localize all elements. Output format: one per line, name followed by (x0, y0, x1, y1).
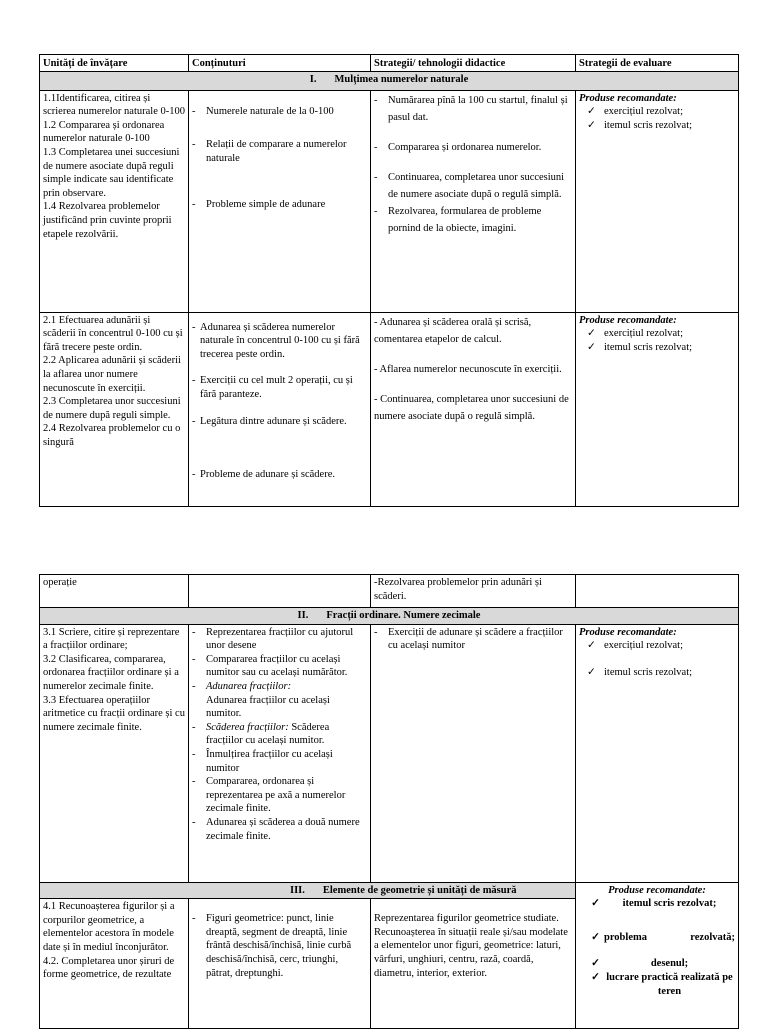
units-cell (40, 624, 189, 882)
strategy-item: Recunoașterea în situații reale și/sau modelate a elementelor unor figuri, geometrice: laturi, vârfuri, unghiuri, centru, rază, coardă, diametru, interior, exterior. (374, 926, 568, 979)
section-number: II. (297, 610, 309, 621)
units-cell (40, 575, 189, 608)
strategy-item: Reprezentarea figurilor geometrice studiate. (374, 913, 559, 925)
section-number: I. (309, 73, 317, 85)
strategies-cell (371, 624, 576, 882)
unit-item: 4.2. Completarea unor șiruri de forme geometrice, de rezultate (43, 955, 175, 981)
content-item: - Adunarea și scăderea numerelor naturale în concentrul 0-100 cu și fără trecerea peste ordin. (192, 321, 360, 360)
evaluation-cell (576, 90, 739, 312)
unit-item: operație (43, 577, 77, 588)
curriculum-table-page-1 (39, 54, 739, 507)
strategy-item: - Rezolvarea, formularea de probleme pornind de la obiecte, imagini. (374, 205, 542, 234)
strategy-item: - Continuarea, completarea unor succesiuni de numere asociate după o regulă simplă. (374, 171, 565, 200)
recommended-products-title: Produse recomandate: (579, 92, 677, 104)
strategies-cell (371, 899, 576, 1029)
content-item: - Legătura dintre adunare și scădere. (192, 415, 347, 427)
strategy-item: -Rezolvarea problemelor prin adunări și scăderi. (374, 577, 542, 602)
checkmark-icon: ✓ (591, 898, 600, 910)
evaluation-cell (576, 624, 739, 882)
checkmark-icon: ✓ (587, 119, 596, 131)
content-item: - Înmulțirea fracțiilor cu același numitor (192, 748, 333, 774)
evaluation-cell (576, 312, 739, 506)
contents-cell (189, 90, 371, 312)
checkmark-icon: ✓ (587, 666, 596, 678)
section-title: Mulțimea numerelor naturale (334, 73, 469, 85)
eval-item: ✓ exercițiul rezolvat; (587, 328, 684, 340)
recommended-products-title: Produse recomandate: (579, 626, 677, 638)
unit-item: 1.1Identificarea, citirea și scrierea numerelor naturale 0-100 (43, 92, 185, 118)
strategy-item: - Numărarea pînă la 100 cu startul, finalul și pasul dat. (374, 94, 568, 123)
unit-item: 3.1 Scriere, citire și reprezentare a fracțiilor ordinare; (43, 626, 180, 652)
units-cell (40, 312, 189, 506)
checkmark-icon: ✓ (591, 971, 600, 983)
curriculum-table-page-2 (39, 574, 739, 1029)
strategy-item: - Continuarea, completarea unor succesiuni de numere asociate după o regulă simplă. (374, 393, 569, 422)
units-cell (40, 90, 189, 312)
contents-cell: - Reprezentarea fracțiilor cu ajutorul unor desene - Compararea fracțiilor cu același numitor sau cu același numărător. - Adunarea fracțiilor: Adunarea fracțiilor cu același numitor. - Scăderea fracțiilor: Scăderea fracțiilor cu același numitor. - Înmulțirea fracțiilor cu același numitor - Compararea, ordonarea și reprezentarea pe axă a numerelor zecimale finite. - Adunarea și scăderea a două numere zecimale finite. (189, 624, 371, 882)
header-learning-units: Unități de învățare (40, 55, 189, 72)
eval-item: ✓ exercițiul rezolvat; (587, 640, 684, 652)
unit-item: 4.1 Recunoașterea figurilor și a corpurilor geometrice, a elementelor acestora în modele date și în mediul înconjurător. (43, 901, 175, 953)
evaluation-cell (576, 575, 739, 608)
unit-item: 2.1 Efectuarea adunării și scăderii în concentrul 0-100 cu și fără trecere peste ordin. (43, 314, 183, 353)
eval-item: ✓ itemul scris rezolvat; (587, 341, 693, 353)
header-contents: Conținuturi (189, 55, 371, 72)
checkmark-icon: ✓ (587, 328, 596, 340)
strategies-cell (371, 575, 576, 608)
eval-item: ✓ itemul scris rezolvat; (587, 119, 693, 131)
content-item: - Probleme de adunare și scădere. (192, 469, 335, 481)
eval-item: ✓ problema rezolvată; (579, 931, 735, 945)
strategy-item: - Compararea și ordonarea numerelor. (374, 141, 542, 153)
eval-item: ✓ lucrare practică realizată pe teren (579, 971, 735, 998)
content-item: - Relații de comparare a numerelor naturale (192, 139, 347, 164)
strategy-item: - Adunarea și scăderea orală și scrisă, comentarea etapelor de calcul. (374, 316, 532, 345)
contents-cell (189, 575, 371, 608)
units-cell (40, 899, 189, 1029)
unit-item: 1.4 Rezolvarea problemelor justificând prin cuvinte proprii etapele rezolvării. (43, 201, 172, 240)
header-evaluation: Strategii de evaluare (576, 55, 739, 72)
section-title: Fracții ordinare. Numere zecimale (326, 610, 481, 621)
content-item: - Compararea, ordonarea și reprezentarea pe axă a numerelor zecimale finite. (192, 776, 346, 815)
evaluation-cell (576, 882, 739, 1029)
eval-item: ✓ itemul scris rezolvat; (587, 666, 693, 678)
eval-item: ✓ exercițiul rezolvat; (587, 106, 684, 118)
checkmark-icon: ✓ (587, 106, 596, 118)
recommended-products-title: Produse recomandate: (579, 314, 677, 326)
section-heading-geometry (40, 882, 576, 899)
unit-item: 3.3 Efectuarea operațiilor aritmetice cu fracții ordinare și cu numere zecimale finite. (43, 694, 185, 733)
unit-item: 3.2 Clasificarea, compararea, ordonarea fracțiilor ordinare și a numerelor zecimale finite. (43, 653, 179, 692)
unit-item: 2.2 Aplicarea adunării și scăderii la aflarea unor numere necunoscute în exerciții. (43, 355, 181, 394)
content-item: - Adunarea și scăderea a două numere zecimale finite. (192, 816, 360, 842)
section-heading-natural-numbers (40, 71, 739, 90)
strategies-cell (371, 90, 576, 312)
strategy-item: - Aflarea numerelor necunoscute în exerciții. (374, 363, 562, 375)
checkmark-icon: ✓ (591, 931, 600, 943)
checkmark-icon: ✓ (587, 341, 596, 353)
content-item: - Exerciții cu cel mult 2 operații, cu și fără paranteze. (192, 375, 353, 400)
section-title: Elemente de geometrie și unități de măsură (322, 884, 517, 896)
section-heading-fractions (40, 608, 739, 625)
content-item: - Adunarea fracțiilor: (192, 680, 292, 692)
unit-item: 1.2 Compararea și ordonarea numerelor naturale 0-100 (43, 119, 165, 145)
unit-item: 1.3 Completarea unei succesiuni de numere asociate după reguli simple indicate sau identificate prin observare. (43, 146, 180, 199)
checkmark-icon: ✓ (591, 958, 600, 970)
contents-cell (189, 899, 371, 1029)
content-item: - Numerele naturale de la 0-100 (192, 105, 334, 117)
section-number: III. (290, 884, 305, 896)
unit-item: 2.4 Rezolvarea problemelor cu o singură (43, 423, 181, 448)
eval-item: ✓ desenul; (579, 957, 735, 971)
content-item: - Reprezentarea fracțiilor cu ajutorul unor desene (192, 626, 354, 652)
content-item: - Probleme simple de adunare (192, 199, 326, 211)
strategy-item: - Exerciții de adunare și scădere a fracțiilor cu același numitor (374, 626, 563, 652)
eval-item: ✓ itemul scris rezolvat; (579, 897, 735, 911)
content-item: - Scăderea fracțiilor: Scăderea fracțiilor cu același numitor. (192, 721, 330, 747)
content-item: - Compararea fracțiilor cu același numitor sau cu același numărător. (192, 653, 348, 679)
recommended-products-title: Produse recomandate: (608, 884, 706, 896)
header-strategies: Strategii/ tehnologii didactice (371, 55, 576, 72)
content-item: - Figuri geometrice: punct, linie dreaptă, segment de dreaptă, linie frântă deschisă/închisă, linie curbă deschisă/închisă, cerc, triunghi, pătrat, dreptunghi. (192, 913, 352, 979)
contents-cell (189, 312, 371, 506)
strategies-cell (371, 312, 576, 506)
unit-item: 2.3 Completarea unor succesiuni de numere după reguli simple. (43, 396, 181, 421)
checkmark-icon: ✓ (587, 640, 596, 652)
